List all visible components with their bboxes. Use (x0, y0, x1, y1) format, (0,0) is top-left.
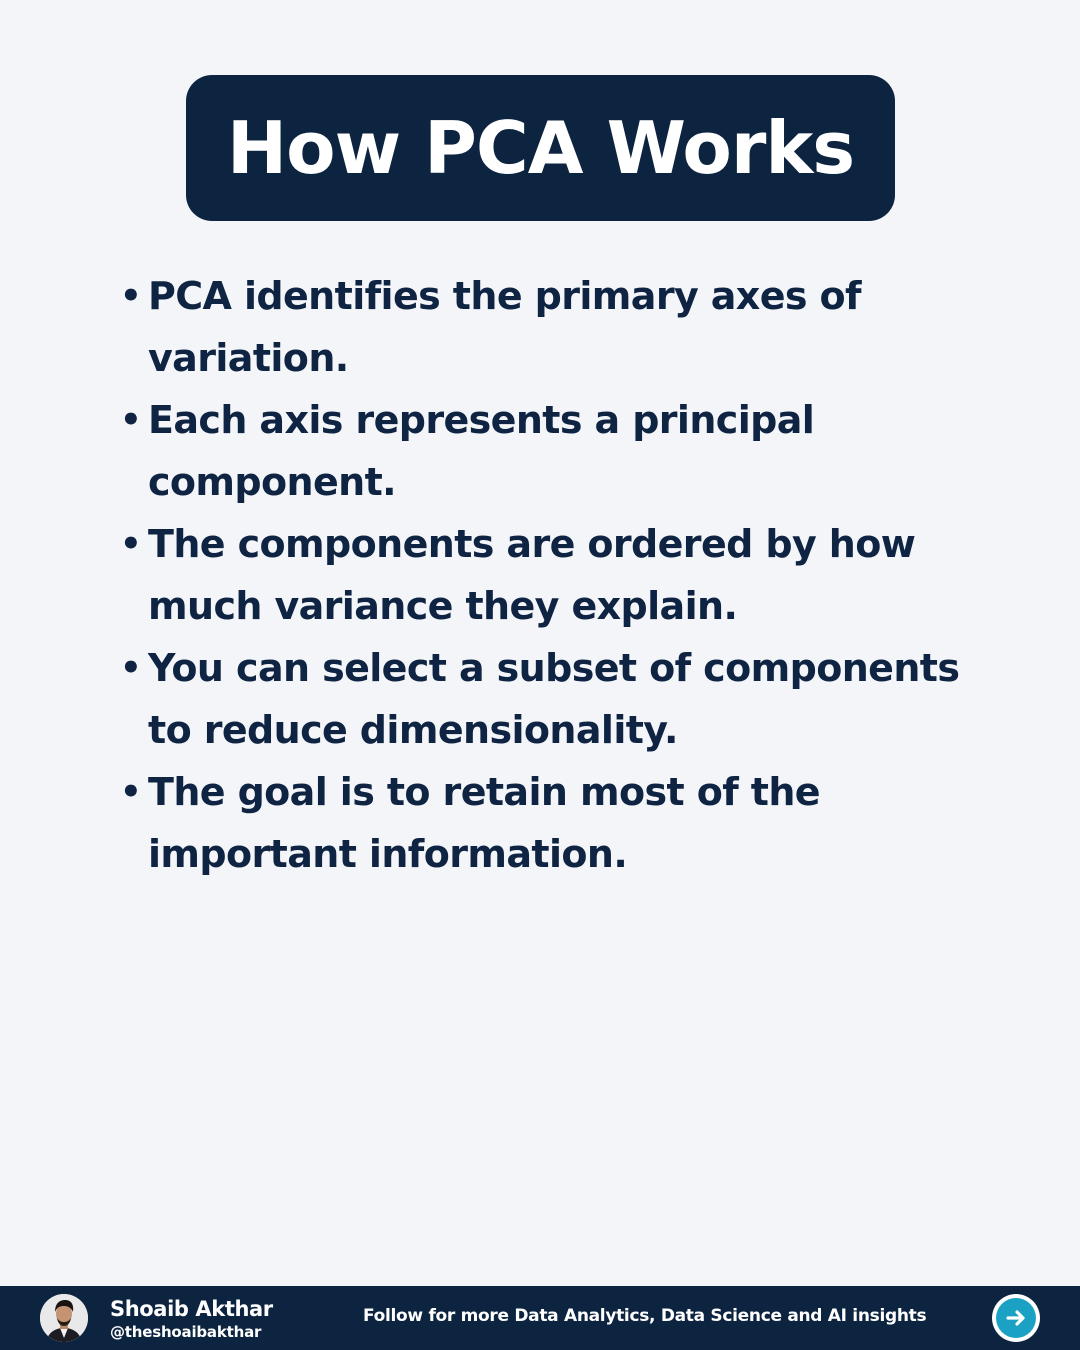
list-item (120, 389, 1000, 513)
arrow-right-icon (1003, 1305, 1029, 1331)
page-title: How PCA Works (226, 106, 855, 190)
list-item (120, 637, 1000, 761)
author-handle[interactable]: @theshoaibakthar (110, 1323, 262, 1341)
list-item (120, 265, 1000, 389)
title-banner (186, 75, 895, 221)
author-name: Shoaib Akthar (110, 1297, 273, 1321)
bullet-text: You can select a subset of components to reduce dimensionality. (148, 646, 960, 752)
bullet-text: The goal is to retain most of the important information. (148, 770, 820, 876)
next-button[interactable] (992, 1294, 1040, 1342)
avatar (40, 1294, 88, 1342)
list-item (120, 513, 1000, 637)
bullet-marker: • (120, 400, 142, 440)
bullet-list (120, 265, 1000, 885)
follow-cta: Follow for more Data Analytics, Data Science and AI insights (363, 1306, 927, 1326)
bullet-text: The components are ordered by how much variance they explain. (148, 522, 916, 628)
bullet-text: Each axis represents a principal component. (148, 398, 815, 504)
footer-bar (0, 1286, 1080, 1350)
bullet-text: PCA identifies the primary axes of variation. (148, 274, 861, 380)
avatar-portrait-icon (40, 1294, 88, 1342)
next-button-fill (996, 1298, 1036, 1338)
bullet-marker: • (120, 524, 142, 564)
bullet-marker: • (120, 648, 142, 688)
list-item (120, 761, 1000, 885)
bullet-marker: • (120, 772, 142, 812)
bullet-marker: • (120, 276, 142, 316)
